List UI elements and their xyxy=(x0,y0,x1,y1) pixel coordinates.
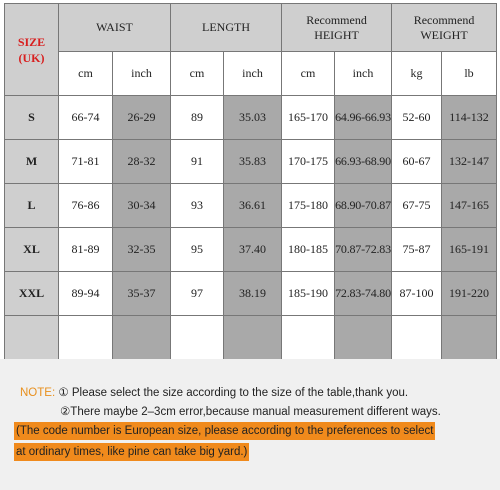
table-row xyxy=(5,140,497,184)
table-cell: 35.83 xyxy=(224,140,282,184)
unit-header: cm xyxy=(171,52,224,96)
table-cell: 71-81 xyxy=(59,140,113,184)
size-cell xyxy=(5,316,59,360)
table-cell: 89 xyxy=(171,96,224,140)
table-cell: 97 xyxy=(171,272,224,316)
table-cell: 185-190 xyxy=(282,272,335,316)
table-cell: 52-60 xyxy=(392,96,442,140)
table-cell: 32-35 xyxy=(113,228,171,272)
group-header-row xyxy=(5,4,497,52)
table-cell: 147-165 xyxy=(442,184,497,228)
table-cell: 68.90-70.87 xyxy=(335,184,392,228)
highlight-line-1: (The code number is European size, please according to the preferences to select xyxy=(14,422,435,440)
table-cell: 132-147 xyxy=(442,140,497,184)
table-cell xyxy=(392,316,442,360)
table-cell: 95 xyxy=(171,228,224,272)
unit-header: inch xyxy=(335,52,392,96)
size-header-unit: (UK) xyxy=(18,50,45,65)
table-cell: 35.03 xyxy=(224,96,282,140)
table-cell xyxy=(113,316,171,360)
table-cell xyxy=(442,316,497,360)
table-cell: 67-75 xyxy=(392,184,442,228)
table-cell: 70.87-72.83 xyxy=(335,228,392,272)
table-cell: 180-185 xyxy=(282,228,335,272)
table-cell: 89-94 xyxy=(59,272,113,316)
note-text-2: ②There maybe 2–3cm error,because manual measurement different ways. xyxy=(60,406,441,418)
note-text-1: ① Please select the size according to the size of the table,thank you. xyxy=(58,387,409,399)
table-cell: 26-29 xyxy=(113,96,171,140)
table-cell: 81-89 xyxy=(59,228,113,272)
unit-header-row xyxy=(5,52,497,96)
table-cell: 60-67 xyxy=(392,140,442,184)
size-cell: L xyxy=(5,184,59,228)
height-header: Recommend HEIGHT xyxy=(282,4,392,52)
note-label: NOTE: xyxy=(20,387,56,399)
unit-header: inch xyxy=(224,52,282,96)
table-cell: 66.93-68.90 xyxy=(335,140,392,184)
table-cell: 165-191 xyxy=(442,228,497,272)
table-cell: 175-180 xyxy=(282,184,335,228)
table-cell: 76-86 xyxy=(59,184,113,228)
table-cell xyxy=(335,316,392,360)
weight-header: Recommend WEIGHT xyxy=(392,4,497,52)
unit-header: cm xyxy=(282,52,335,96)
unit-header: kg xyxy=(392,52,442,96)
size-cell: M xyxy=(5,140,59,184)
size-table xyxy=(4,3,497,360)
table-row xyxy=(5,228,497,272)
table-row xyxy=(5,96,497,140)
size-header-label: SIZE xyxy=(17,34,46,49)
table-cell: 93 xyxy=(171,184,224,228)
table-cell xyxy=(59,316,113,360)
table-cell: 36.61 xyxy=(224,184,282,228)
table-cell: 91 xyxy=(171,140,224,184)
size-cell: S xyxy=(5,96,59,140)
table-cell: 35-37 xyxy=(113,272,171,316)
note-line-1 xyxy=(20,385,408,399)
table-row xyxy=(5,184,497,228)
note-line-2 xyxy=(60,404,441,418)
table-cell: 66-74 xyxy=(59,96,113,140)
length-header: LENGTH xyxy=(171,4,282,52)
table-cell: 170-175 xyxy=(282,140,335,184)
size-header xyxy=(5,4,59,96)
table-row-empty xyxy=(5,316,497,360)
table-cell xyxy=(224,316,282,360)
waist-header: WAIST xyxy=(59,4,171,52)
unit-header: inch xyxy=(113,52,171,96)
table-cell: 38.19 xyxy=(224,272,282,316)
highlight-line-2: at ordinary times, like pine can take big yard.) xyxy=(14,443,249,461)
table-cell: 64.96-66.93 xyxy=(335,96,392,140)
table-cell: 28-32 xyxy=(113,140,171,184)
table-cell xyxy=(171,316,224,360)
table-cell: 114-132 xyxy=(442,96,497,140)
unit-header: cm xyxy=(59,52,113,96)
table-cell: 191-220 xyxy=(442,272,497,316)
table-row xyxy=(5,272,497,316)
table-cell xyxy=(282,316,335,360)
size-cell: XXL xyxy=(5,272,59,316)
table-cell: 87-100 xyxy=(392,272,442,316)
unit-header: lb xyxy=(442,52,497,96)
size-cell: XL xyxy=(5,228,59,272)
table-cell: 165-170 xyxy=(282,96,335,140)
table-cell: 30-34 xyxy=(113,184,171,228)
table-cell: 72.83-74.80 xyxy=(335,272,392,316)
table-cell: 37.40 xyxy=(224,228,282,272)
table-cell: 75-87 xyxy=(392,228,442,272)
notes-section xyxy=(0,359,500,490)
